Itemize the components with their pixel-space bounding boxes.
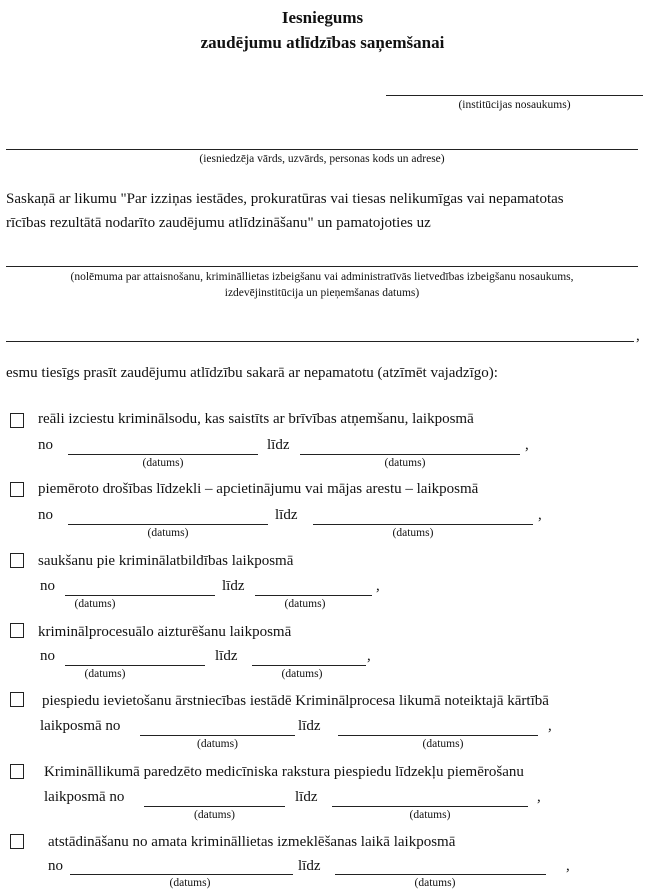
option-2-checkbox[interactable] [10, 482, 24, 497]
option-3-to-label: līdz [222, 578, 245, 594]
claim-text: esmu tiesīgs prasīt zaudējumu atlīdzību sakarā ar nepamatotu (atzīmēt vajadzīgo): [6, 365, 498, 381]
intro-line-1: Saskaņā ar likumu "Par izziņas iestādes, prokuratūras vai tiesas nelikumīgas vai nepamatotas [6, 191, 564, 207]
option-2-to-date-field[interactable] [313, 524, 533, 525]
option-1-to-label: līdz [267, 437, 290, 453]
option-5-from-caption: (datums) [197, 738, 238, 750]
option-3-to-caption: (datums) [284, 598, 326, 610]
option-2-to-caption: (datums) [392, 527, 434, 539]
option-2-to-label: līdz [275, 507, 298, 523]
option-4-comma: , [367, 648, 371, 664]
option-6-from-caption: (datums) [194, 809, 235, 821]
option-3-checkbox[interactable] [10, 553, 24, 568]
option-7-from-date-field[interactable] [70, 874, 293, 875]
option-7-to-label: līdz [298, 858, 321, 874]
document-title: Iesniegums [281, 8, 364, 27]
option-1-from-caption: (datums) [142, 457, 184, 469]
option-7-comma: , [566, 858, 570, 874]
option-3-comma: , [376, 578, 380, 594]
option-5-to-caption: (datums) [422, 738, 464, 750]
option-7-from-label: no [48, 858, 63, 874]
option-6-from-date-field[interactable] [144, 806, 285, 807]
option-5-checkbox[interactable] [10, 692, 24, 707]
option-4-to-label: līdz [215, 648, 238, 664]
decision-comma: , [636, 328, 640, 344]
option-7-from-caption: (datums) [169, 877, 211, 889]
option-1-checkbox[interactable] [10, 413, 24, 428]
option-2-from-date-field[interactable] [68, 524, 268, 525]
decision-caption-2: izdevējinstitūcija un pieņemšanas datums) [224, 287, 420, 299]
option-3-from-date-field[interactable] [65, 595, 215, 596]
option-6-to-date-field[interactable] [332, 806, 528, 807]
option-6-from-label: laikposmā no [44, 789, 125, 805]
option-6-to-caption: (datums) [409, 809, 451, 821]
option-4-text: kriminālprocesuālo aizturēšanu laikposmā [38, 624, 292, 640]
option-3-from-caption: (datums) [74, 598, 116, 610]
option-7-checkbox[interactable] [10, 834, 24, 849]
option-2-from-label: no [38, 507, 53, 523]
intro-line-2: rīcības rezultātā nodarīto zaudējumu atlīdzināšanu" un pamatojoties uz [6, 215, 431, 231]
option-6-to-label: līdz [295, 789, 318, 805]
option-7-to-date-field[interactable] [335, 874, 546, 875]
option-3-from-label: no [40, 578, 55, 594]
option-5-comma: , [548, 718, 552, 734]
option-4-to-caption: (datums) [281, 668, 323, 680]
option-3-text: saukšanu pie kriminālatbildības laikposmā [38, 553, 294, 569]
option-5-from-label: laikposmā no [40, 718, 121, 734]
option-3-to-date-field[interactable] [255, 595, 372, 596]
option-4-from-caption: (datums) [84, 668, 126, 680]
option-4-to-date-field[interactable] [252, 665, 366, 666]
option-1-text: reāli izciestu kriminālsodu, kas saistīts ar brīvības atņemšanu, laikposmā [38, 411, 474, 427]
option-5-to-label: līdz [298, 718, 321, 734]
option-6-checkbox[interactable] [10, 764, 24, 779]
option-7-to-caption: (datums) [414, 877, 456, 889]
option-7-text: atstādināšanu no amata krimināllietas izmeklēšanas laikā laikposmā [48, 834, 456, 850]
option-5-to-date-field[interactable] [338, 735, 538, 736]
applicant-field[interactable] [6, 149, 638, 150]
decision-caption-1: (nolēmuma par attaisnošanu, krimināllietas izbeigšanu vai administratīvās lietvedības izbeigšanu nosaukums, [70, 271, 574, 283]
decision-field[interactable] [6, 266, 638, 267]
option-1-to-caption: (datums) [384, 457, 426, 469]
option-2-from-caption: (datums) [147, 527, 189, 539]
institution-field[interactable] [386, 95, 643, 96]
document-subtitle: zaudējumu atlīdzības saņemšanai [200, 33, 445, 52]
option-2-comma: , [538, 507, 542, 523]
option-1-to-date-field[interactable] [300, 454, 520, 455]
option-5-from-date-field[interactable] [140, 735, 295, 736]
institution-caption: (institūcijas nosaukums) [458, 99, 571, 111]
option-1-comma: , [525, 437, 529, 453]
applicant-caption: (iesniedzēja vārds, uzvārds, personas kods un adrese) [199, 153, 445, 165]
option-4-checkbox[interactable] [10, 623, 24, 638]
decision-field-continued[interactable] [6, 341, 634, 342]
option-6-comma: , [537, 789, 541, 805]
option-5-text: piespiedu ievietošanu ārstniecības iestādē Kriminālprocesa likumā noteiktajā kārtībā [42, 693, 549, 709]
option-1-from-label: no [38, 437, 53, 453]
option-4-from-date-field[interactable] [65, 665, 205, 666]
option-1-from-date-field[interactable] [68, 454, 258, 455]
option-2-text: piemēroto drošības līdzekli – apcietinājumu vai mājas arestu – laikposmā [38, 481, 479, 497]
option-6-text: Krimināllikumā paredzēto medicīniska rakstura piespiedu līdzekļu piemērošanu [44, 764, 524, 780]
option-4-from-label: no [40, 648, 55, 664]
